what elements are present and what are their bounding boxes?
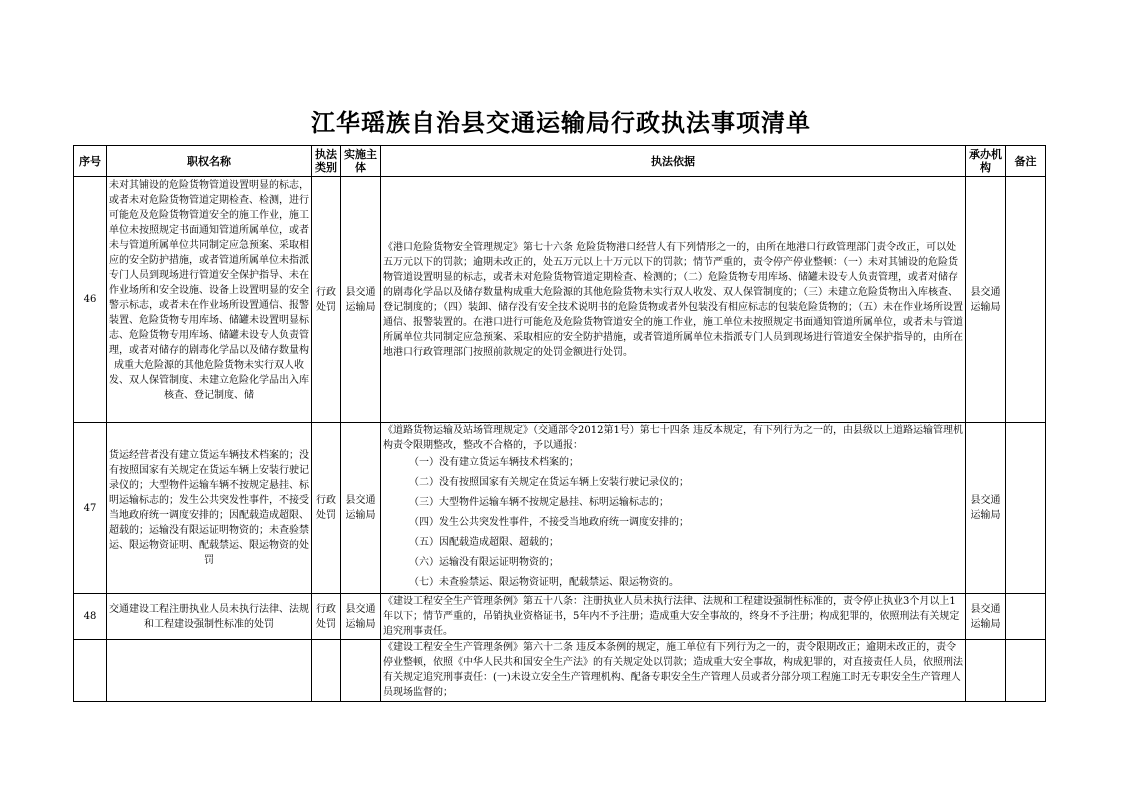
row-no — [74, 640, 107, 702]
row-agency: 县交通运输局 — [966, 177, 1006, 423]
row-remark — [1006, 640, 1046, 702]
row-basis: 《港口危险货物安全管理规定》第七十六条 危险货物港口经营人有下列情形之一的，由所在地港口行政管理部门责令改正，可以处五万元以下的罚款；逾期未改正的，处五万元以上十万元以下的罚款；情节严重的，责令停产停业整顿：（一）未对其铺设的危险货物管道设置明显的标志，或者未对危险货物管道定期检查、检测的；（二）危险货物专用库场、储罐未设专人负责管理，或者对储存的剧毒化学品以及储存数量构成重大危险源的其他危险货物未实行双人收发、双人保管制度的；（三）未建立危险货物出入库核查、登记制度的；（四）装卸、储存没有安全技术说明书的危险货物或者外包装没有相应标志的包装危险货物的；（五）未在作业场所设置通信、报警装置的。在港口进行可能危及危险货物管道安全的施工作业，施工单位未按照规定书面通知管道所属单位，或者未与管道所属单位共同制定应急预案、采取相应的安全防护措施，或者管道所属单位未指派专门人员到现场进行管道安全保护指导的，由所在地港口行政管理部门按照前款规定的处罚金额进行处罚。 — [381, 177, 966, 423]
basis-item: （六）运输没有限运证明物资的； — [409, 557, 559, 568]
row-agency: 县交通运输局 — [966, 594, 1006, 640]
row-agency — [966, 640, 1006, 702]
row-subject: 县交通运输局 — [341, 177, 381, 423]
row-no: 48 — [74, 594, 107, 640]
header-basis: 执法依据 — [381, 146, 966, 177]
row-type: 行政处罚 — [312, 177, 341, 423]
row-remark — [1006, 177, 1046, 423]
header-agency: 承办机构 — [966, 146, 1006, 177]
table-row-47 — [74, 423, 1046, 594]
page-title: 江华瑶族自治县交通运输局行政执法事项清单 — [311, 109, 811, 137]
row-type: 行政处罚 — [312, 594, 341, 640]
basis-intro: 《道路货物运输及站场管理规定》（交通部令2012第1号）第七十四条 违反本规定，有下列行为之一的，由县级以上道路运输管理机构责令限期整改，整改不合格的，予以通报： — [383, 425, 963, 451]
row-name-text: 未对其铺设的危险货物管道设置明显的标志，或者未对危险货物管道定期检查、检测，进行可能危及危险货物管道安全的施工作业，施工单位未按照规定书面通知管道所属单位，或者未与管道所属单位共同制定应急预案、采取相应的安全防护措施，或者管道所属单位未指派专门人员到现场进行管道安全保护指导、未在作业场所和安全设施、设备上设置明显的安全警示标志，或者未在作业场所设置通信、报警装置、危险货物专用库场、储罐未设置明显标志、危险货物专用库场、储罐未设专人负责管理，或者对储存的剧毒化学品以及储存数量构成重大危险源的其他危险货物未实行双人收发、双人保管制度、未建立危险化学品出入库核查、登记制度、储 — [109, 179, 309, 401]
row-basis: 《建设工程安全生产管理条例》第五十八条：注册执业人员未执行法律、法规和工程建设强制性标准的，责令停止执业3个月以上1年以下；情节严重的，吊销执业资格证书，5年内不予注册；造成重大安全事故的，终身不予注册；构成犯罪的，依照刑法有关规定追究刑事责任。 — [381, 594, 966, 640]
basis-item: （三）大型物件运输车辆不按规定悬挂、标明运输标志的； — [409, 497, 669, 508]
row-remark — [1006, 423, 1046, 594]
header-type: 执法类别 — [312, 146, 341, 177]
row-name — [107, 640, 312, 702]
row-subject — [341, 640, 381, 702]
header-subject: 实施主体 — [341, 146, 381, 177]
row-remark — [1006, 594, 1046, 640]
row-no: 46 — [74, 177, 107, 423]
table-row-46 — [74, 177, 1046, 423]
row-type — [312, 640, 341, 702]
table-row-49 — [74, 640, 1046, 702]
row-subject: 县交通运输局 — [341, 423, 381, 594]
row-subject: 县交通运输局 — [341, 594, 381, 640]
basis-item: （一）没有建立货运车辆技术档案的； — [409, 457, 579, 468]
basis-item: （二）没有按照国家有关规定在货运车辆上安装行驶记录仪的； — [409, 477, 689, 488]
header-name: 职权名称 — [107, 146, 312, 177]
row-name: 交通建设工程注册执业人员未执行法律、法规和工程建设强制性标准的处罚 — [107, 594, 312, 640]
row-no: 47 — [74, 423, 107, 594]
row-name: 货运经营者没有建立货运车辆技术档案的；没有按照国家有关规定在货运车辆上安装行驶记录仪的；大型物件运输车辆不按规定悬挂、标明运输标志的；发生公共突发性事件，不接受当地政府统一调度安排的；因配载造成超限、超载的；运输没有限运证明物资的；未查验禁运、限运物资证明、配载禁运、限运物资的处罚 — [107, 423, 312, 594]
row-type: 行政处罚 — [312, 423, 341, 594]
table-row-48 — [74, 594, 1046, 640]
row-basis — [381, 640, 966, 702]
row-agency: 县交通运输局 — [966, 423, 1006, 594]
header-no: 序号 — [74, 146, 107, 177]
row-basis-text: 《建设工程安全生产管理条例》第六十二条 违反本条例的规定，施工单位有下列行为之一的，责令限期改正；逾期未改正的，责令停业整顿，依照《中华人民共和国安全生产法》的有关规定处以罚款；造成重大安全事故，构成犯罪的，对直接责任人员，依照刑法有关规定追究刑事责任：(一)未设立安全生产管理机构、配备专职安全生产管理人员或者分部分项工程施工时无专职安全生产管理人员现场监督的； — [383, 642, 963, 698]
header-remark: 备注 — [1006, 146, 1046, 177]
row-basis — [381, 423, 966, 594]
basis-item: （七）未查验禁运、限运物资证明，配载禁运、限运物资的。 — [409, 577, 679, 588]
basis-item: （五）因配载造成超限、超载的； — [409, 537, 559, 548]
basis-item: （四）发生公共突发性事件，不接受当地政府统一调度安排的； — [409, 517, 689, 528]
enforcement-table — [73, 145, 1046, 702]
row-name — [107, 177, 312, 423]
table-header-row — [74, 146, 1046, 177]
